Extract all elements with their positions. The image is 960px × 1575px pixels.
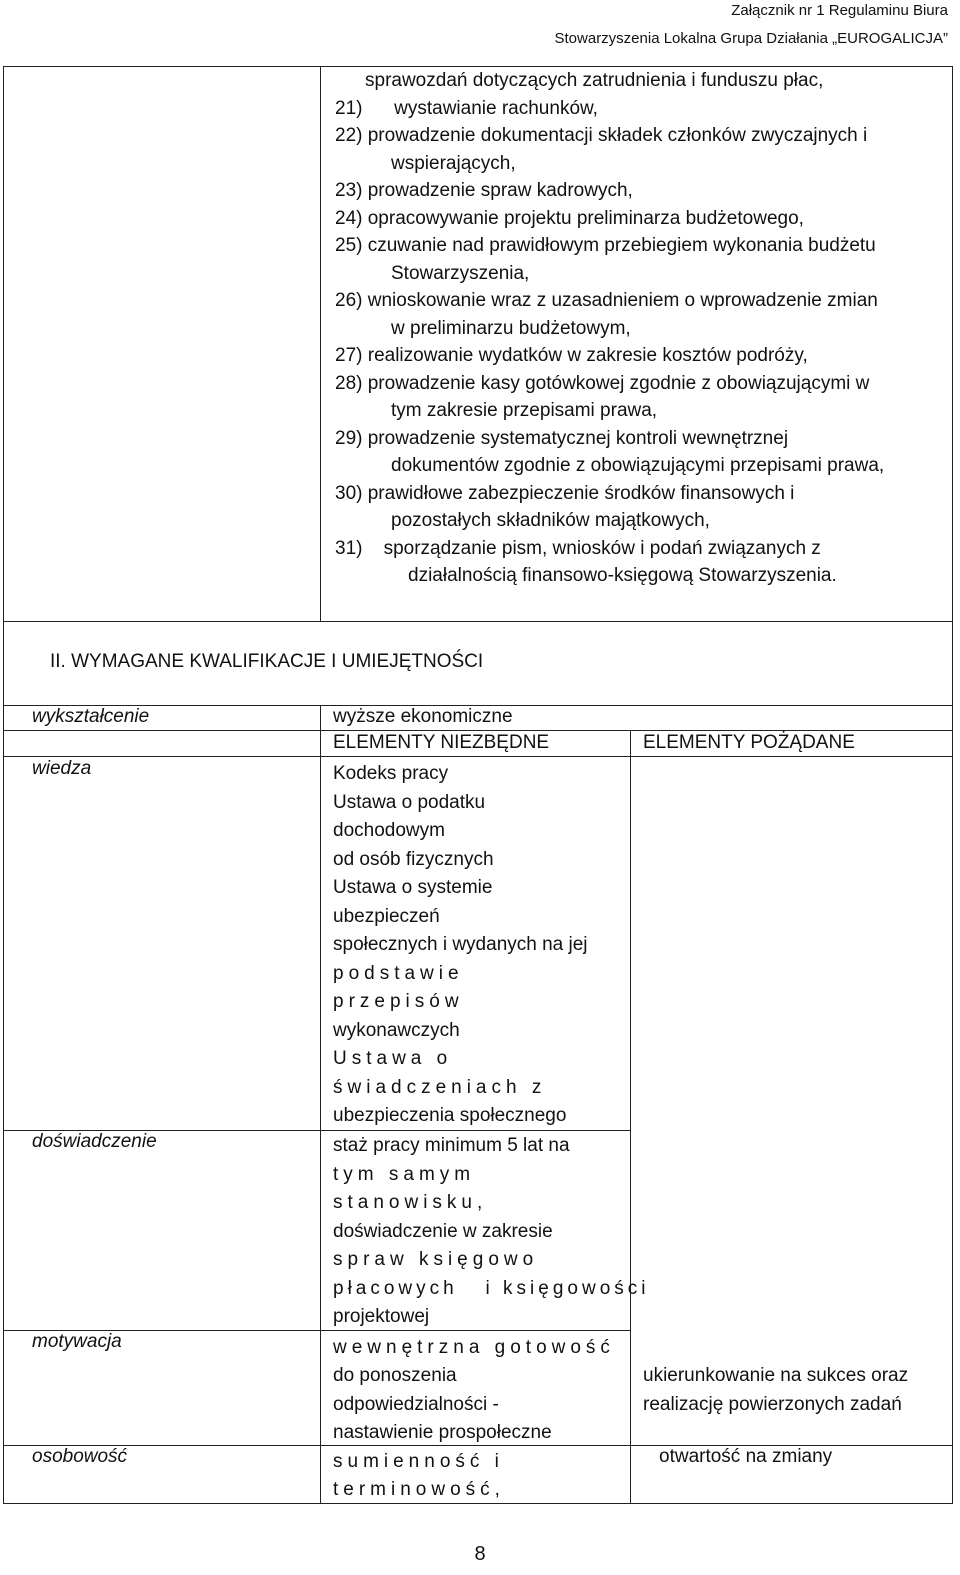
wiedza-line: przepisów bbox=[333, 991, 464, 1012]
doswiadczenie-line: płacowych i księgowości bbox=[333, 1278, 650, 1299]
doswiadczenie-line: spraw księgowo bbox=[333, 1249, 539, 1270]
duty-line: 27) realizowanie wydatków w zakresie kosztów podróży, bbox=[335, 345, 808, 366]
top-table-bottom-border bbox=[3, 621, 953, 622]
wiedza-line: podstawie bbox=[333, 963, 464, 984]
duty-line: 26) wnioskowanie wraz z uzasadnieniem o wprowadzenie zmian bbox=[335, 290, 878, 311]
qual-label-column-divider bbox=[320, 705, 321, 1504]
wiedza-line: świadczeniach z bbox=[333, 1077, 547, 1098]
wiedza-line: Ustawa o bbox=[333, 1048, 453, 1069]
duty-line: w preliminarzu budżetowym, bbox=[391, 318, 631, 339]
label-osobowosc: osobowość bbox=[32, 1446, 128, 1467]
duty-line: tym zakresie przepisami prawa, bbox=[391, 400, 658, 421]
wiedza-line: od osób fizycznych bbox=[333, 849, 494, 870]
qual-table-right-border bbox=[952, 705, 953, 1504]
duty-line: 28) prowadzenie kasy gotówkowej zgodnie z obowiązującymi w bbox=[335, 373, 870, 394]
motywacja-line: odpowiedzialności - bbox=[333, 1394, 499, 1415]
header-attachment-line: Załącznik nr 1 Regulaminu Biura bbox=[731, 2, 948, 19]
duty-line: 24) opracowywanie projektu preliminarza budżetowego, bbox=[335, 208, 804, 229]
duty-line: 30) prawidłowe zabezpieczenie środków finansowych i bbox=[335, 483, 795, 504]
wiedza-line: ubezpieczeń bbox=[333, 906, 440, 927]
doswiadczenie-line: doświadczenie w zakresie bbox=[333, 1221, 553, 1242]
page-number: 8 bbox=[474, 1543, 486, 1565]
duty-line: 29) prowadzenie systematycznej kontroli wewnętrznej bbox=[335, 428, 789, 449]
label-wiedza: wiedza bbox=[32, 758, 92, 779]
duty-line: wspierających, bbox=[391, 153, 516, 174]
duty-line: 22) prowadzenie dokumentacji składek członków zwyczajnych i bbox=[335, 125, 868, 146]
top-table-left-border bbox=[3, 66, 4, 621]
motywacja-line: wewnętrzna gotowość bbox=[333, 1337, 615, 1358]
section-box-right-border bbox=[952, 621, 953, 706]
wiedza-line: społecznych i wydanych na jej bbox=[333, 934, 588, 955]
doswiadczenie-line: tym samym bbox=[333, 1164, 476, 1185]
label-doswiadczenie: doświadczenie bbox=[32, 1131, 157, 1152]
motywacja-line: nastawienie prospołeczne bbox=[333, 1422, 552, 1443]
motywacja-desired-line: ukierunkowanie na sukces oraz bbox=[643, 1365, 909, 1386]
duty-line: sprawozdań dotyczących zatrudnienia i funduszu płac, bbox=[365, 70, 824, 91]
top-table-column-divider bbox=[320, 66, 321, 621]
wiedza-line: dochodowym bbox=[333, 820, 445, 841]
duty-line: 25) czuwanie nad prawidłowym przebiegiem wykonania budżetu bbox=[335, 235, 876, 256]
section-title: II. WYMAGANE KWALIFIKACJE I UMIEJĘTNOŚCI bbox=[50, 651, 484, 672]
label-motywacja: motywacja bbox=[32, 1331, 122, 1352]
label-wyksztalcenie: wykształcenie bbox=[32, 706, 150, 727]
wiedza-line: Ustawa o podatku bbox=[333, 792, 486, 813]
duty-line: 23) prowadzenie spraw kadrowych, bbox=[335, 180, 633, 201]
wiedza-line: wykonawczych bbox=[333, 1020, 460, 1041]
duty-line: Stowarzyszenia, bbox=[391, 263, 530, 284]
osobowosc-line: sumienność i bbox=[333, 1451, 504, 1472]
section-box-left-border bbox=[3, 621, 4, 706]
osobowosc-line: terminowość, bbox=[333, 1479, 505, 1500]
top-table-right-border bbox=[952, 66, 953, 621]
doswiadczenie-line: staż pracy minimum 5 lat na bbox=[333, 1135, 570, 1156]
duty-line: działalnością finansowo-księgową Stowarzyszenia. bbox=[408, 565, 837, 586]
osobowosc-desired: otwartość na zmiany bbox=[659, 1446, 833, 1467]
duty-line: dokumentów zgodnie z obowiązującymi przepisami prawa, bbox=[391, 455, 885, 476]
qual-table-left-border bbox=[3, 705, 4, 1504]
wiedza-line: Kodeks pracy bbox=[333, 763, 449, 784]
motywacja-desired-line: realizację powierzonych zadań bbox=[643, 1394, 902, 1415]
doswiadczenie-line: projektowej bbox=[333, 1306, 430, 1327]
column-header-required: ELEMENTY NIEZBĘDNE bbox=[333, 732, 550, 753]
column-header-desired: ELEMENTY POŻĄDANE bbox=[643, 732, 855, 753]
wiedza-line: ubezpieczenia społecznego bbox=[333, 1105, 567, 1126]
duty-line: 31) sporządzanie pism, wniosków i podań związanych z bbox=[335, 538, 821, 559]
duty-line: 21) wystawianie rachunków, bbox=[335, 98, 598, 119]
doswiadczenie-line: stanowisku, bbox=[333, 1192, 488, 1213]
qual-required-column-divider bbox=[630, 730, 631, 1504]
value-wyksztalcenie: wyższe ekonomiczne bbox=[333, 706, 513, 727]
duty-line: pozostałych składników majątkowych, bbox=[391, 510, 710, 531]
wiedza-line: Ustawa o systemie bbox=[333, 877, 493, 898]
motywacja-line: do ponoszenia bbox=[333, 1365, 457, 1386]
header-organization-line: Stowarzyszenia Lokalna Grupa Działania „EUROGALICJA” bbox=[554, 30, 948, 47]
